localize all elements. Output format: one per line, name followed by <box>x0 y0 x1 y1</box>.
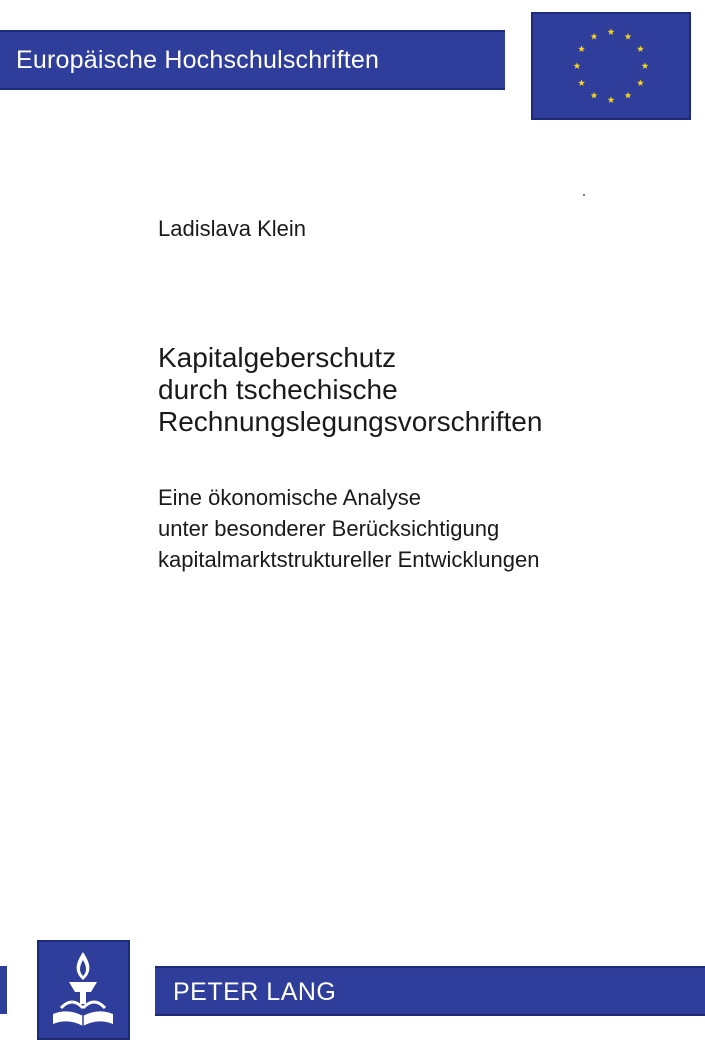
subtitle-line: kapitalmarktstruktureller Entwicklungen <box>158 547 540 572</box>
eu-flag-icon <box>531 12 691 120</box>
star-icon <box>591 33 598 40</box>
book-subtitle <box>158 482 540 575</box>
publisher-banner <box>155 966 705 1016</box>
series-banner <box>0 30 505 90</box>
peter-lang-logo-icon <box>37 940 130 1040</box>
spine-mark <box>0 966 7 1014</box>
print-speck <box>583 194 585 196</box>
star-icon <box>625 33 632 40</box>
title-line: Rechnungslegungsvorschriften <box>158 406 543 437</box>
star-icon <box>574 62 581 69</box>
star-icon <box>608 28 615 35</box>
subtitle-line: Eine ökonomische Analyse <box>158 485 421 510</box>
star-icon <box>608 96 615 103</box>
series-title: Europäische Hochschulschriften <box>16 46 380 74</box>
book-title <box>158 342 542 438</box>
star-icon <box>578 45 585 52</box>
logo-emblem <box>39 942 128 1038</box>
star-icon <box>591 92 598 99</box>
title-line: durch tschechische <box>158 374 398 405</box>
publisher-name: PETER LANG <box>173 978 337 1006</box>
star-icon <box>642 62 649 69</box>
title-line: Kapitalgeberschutz <box>158 342 397 373</box>
star-icon <box>578 79 585 86</box>
subtitle-line: unter besonderer Berücksichtigung <box>158 516 500 541</box>
eu-stars-ring <box>533 14 689 118</box>
author-name: Ladislava Klein <box>158 216 306 241</box>
star-icon <box>637 79 644 86</box>
star-icon <box>637 45 644 52</box>
star-icon <box>625 92 632 99</box>
